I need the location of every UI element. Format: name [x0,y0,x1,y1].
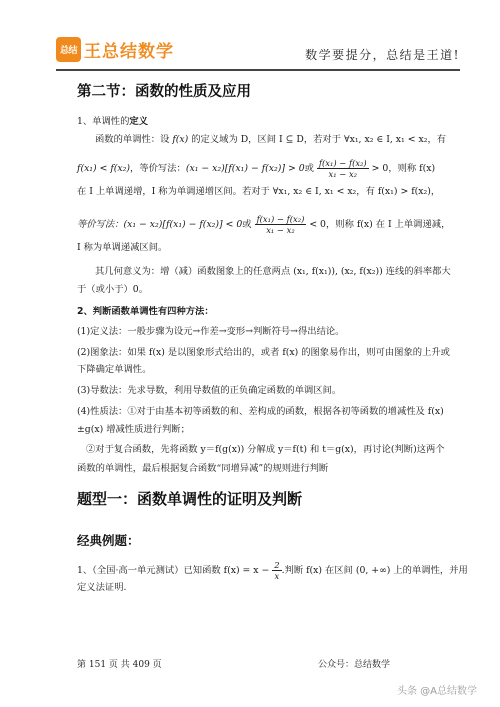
header-slogan: 数学要提分，总结是王道! [305,48,460,62]
method-property-4: 函数的单调性，最后根据复合函数“同增异减”的规则进行判断 [77,463,329,474]
logo [56,37,174,62]
fraction: $\frac{\text{f(x₁) − f(x₂)}}{\text{x₁ − x₂}}$ [256,214,305,235]
method-graph-2: 下降确定单调性。 [77,364,152,375]
fraction: $\frac{\text{f(x₁) − f(x₂)}}{\text{x₁ − x₂}}$ [318,158,367,179]
method-graph-1: (2)图象法：如果 f(x) 是以图象形式给出的，或者 f(x) 的图象易作出，则可由图象的上升或 [77,347,450,358]
method-definition: (1)定义法：一般步骤为设元→作差→变形→判断符号→得出结论。 [77,326,345,337]
example-1-line-2: 定义法证明. [77,582,127,593]
logo-icon: 总结 [56,37,81,62]
account-label: 公众号：总结数学 [318,660,391,670]
example-1-line-1: 1、（全国·高一单元测试）已知函数 f(x) = x − $\frac{2}{x}$ .判断 f(x) 在区间 (0, +∞) 上的单调性，并用 [77,560,468,581]
method-property-1: (4)性质法：①对于由基本初等函数的和、差构成的函数，根据各初等函数的增减性及 f(x) [77,406,444,417]
definition-line-5: I 称为单调递减区间。 [77,242,168,253]
method-derivative: (3)导数法：先求导数，利用导数值的正负确定函数的单调区间。 [77,385,342,396]
geometric-meaning-line-2: 于（或小于）0。 [77,284,148,295]
definition-label: 1、单调性的定义 [77,116,149,127]
watermark: 头条 @A总结数学 [397,686,478,697]
type-title: 题型一：函数单调性的证明及判断 [77,490,303,508]
definition-line-4: 等价写法：(x₁ − x₂)[f(x₁) − f(x₂)] < 0或 $\frac{\text{f(x₁) − f(x₂)}}{\text{x₁ − x₂}}$ < 0，则称 f(x) 在 I 上单调递减， [77,214,451,235]
methods-heading: 2、判断函数单调性有四种方法： [77,306,214,317]
method-property-3: ②对于复合函数，先将函数 y＝f(g(x)) 分解成 y＝f(t) 和 t＝g(x)，再讨论(判断)这两个 [86,444,445,455]
page-header [56,33,460,73]
page-number: 第 151 页 共 409 页 [77,660,162,670]
section-title: 第二节：函数的性质及应用 [77,84,251,100]
geometric-meaning-line-1: 其几何意义为：增（减）函数图象上的任意两点 (x₁, f(x₁)), (x₂, f(x₂)) 连线的斜率都大 [95,266,451,277]
examples-title: 经典例题： [77,533,140,548]
definition-line-2: f(x₁) < f(x₂)，等价写法：(x₁ − x₂)[f(x₁) − f(x₂)] > 0或 $\frac{\text{f(x₁) − f(x₂)}}{\text{x₁ − x₂}}$ > 0，则称 f(x) [77,158,436,179]
definition-line-3: 在 I 上单调递增，I 称为单调递增区间。若对于 ∀x₁, x₂ ∈ I, x₁ < x₂，有 f(x₁) > f(x₂)， [77,186,441,197]
header-divider [56,69,460,71]
definition-line-1: 函数的单调性：设 f(x) 的定义域为 D，区间 I ⊆ D，若对于 ∀x₁, x₂ ∈ I, x₁ < x₂，有 [95,134,447,145]
logo-text: 王总结数学 [84,42,174,62]
method-property-2: ±g(x) 增减性质进行判断； [77,424,190,435]
fraction: $\frac{2}{x}$ [274,560,280,581]
